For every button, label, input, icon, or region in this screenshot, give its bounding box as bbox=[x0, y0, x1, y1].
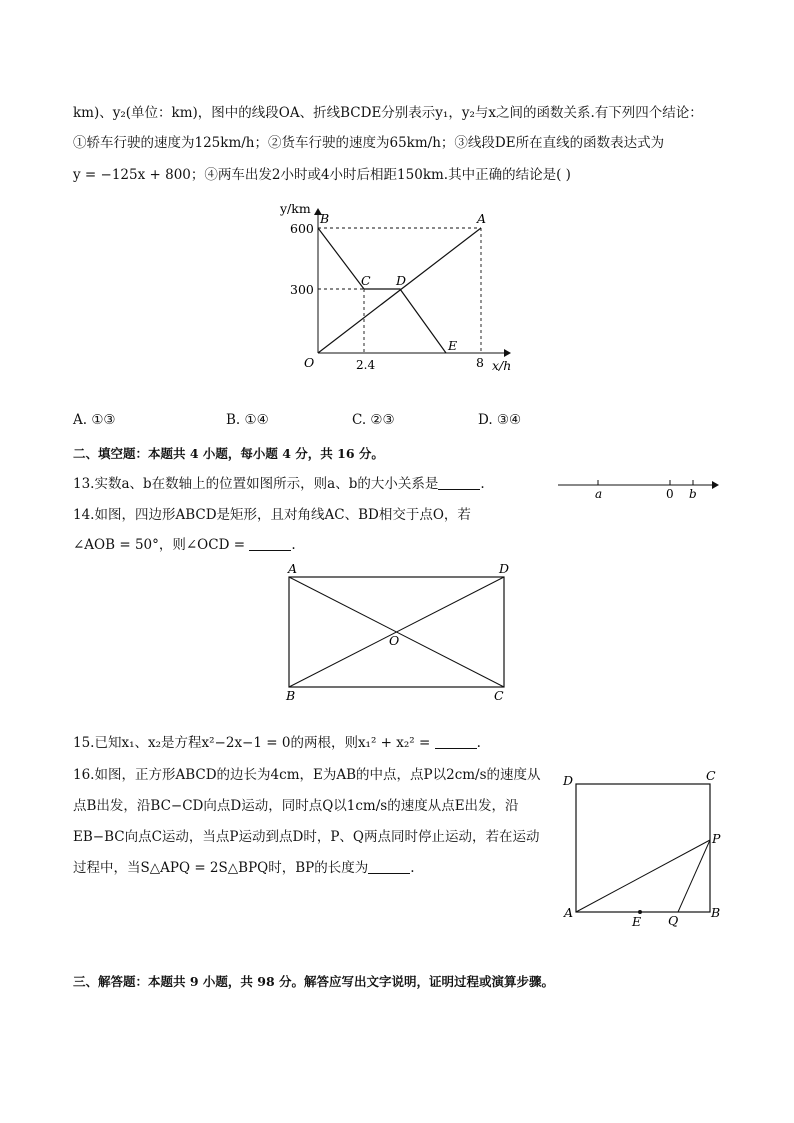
q13-answer-blank[interactable] bbox=[438, 477, 480, 490]
q15-text: 15.已知x₁、x₂是方程x²−2x−1 = 0的两根，则x₁² + x₂² = . bbox=[73, 735, 481, 751]
q12-line-2: ①轿车行驶的速度为125km/h；②货车行驶的速度为65km/h；③线段DE所在直线的函数表达式为 bbox=[73, 135, 665, 151]
q15-answer-blank[interactable] bbox=[435, 736, 477, 749]
q16-square-figure bbox=[558, 765, 728, 935]
q12-graph bbox=[270, 195, 530, 380]
square-abcd bbox=[576, 784, 710, 912]
vertex-b: B bbox=[286, 688, 296, 703]
tick-2-4: 2.4 bbox=[356, 358, 376, 372]
q16-answer-blank[interactable] bbox=[368, 861, 410, 874]
point-e-label: E bbox=[448, 338, 458, 353]
label-zero: 0 bbox=[666, 487, 674, 501]
vertex-a: A bbox=[564, 905, 574, 920]
point-o-label: O bbox=[304, 355, 315, 370]
option-d[interactable]: D. ③④ bbox=[478, 412, 522, 428]
q16-line-4: 过程中，当S△APQ = 2S△BPQ时，BP的长度为 . bbox=[73, 860, 415, 876]
q14-line-1: 14.如图，四边形ABCD是矩形，且对角线AC、BD相交于点O，若 bbox=[73, 507, 471, 523]
point-e-label: E bbox=[632, 914, 642, 929]
q14-rectangle-figure bbox=[282, 560, 517, 705]
q12-line-1: km)、y₂(单位：km)，图中的线段OA、折线BCDE分别表示y₁，y₂与x之间的函数关系.有下列四个结论： bbox=[73, 105, 703, 121]
segment-qp bbox=[678, 840, 710, 912]
option-b[interactable]: B. ①④ bbox=[226, 412, 269, 428]
option-c[interactable]: C. ②③ bbox=[352, 412, 395, 428]
y-axis-label: y/km bbox=[280, 201, 311, 216]
vertex-c: C bbox=[494, 688, 504, 703]
tick-300: 300 bbox=[290, 282, 314, 297]
section-2-heading: 二、填空题：本题共 4 小题，每小题 4 分，共 16 分。 bbox=[73, 446, 384, 461]
point-p-label: P bbox=[712, 831, 721, 846]
point-d-label: D bbox=[396, 273, 407, 288]
label-b: b bbox=[689, 487, 697, 501]
vertex-a: A bbox=[288, 561, 298, 576]
q14-line-2: ∠AOB = 50°，则∠OCD = . bbox=[73, 537, 296, 553]
center-o: O bbox=[389, 633, 400, 648]
point-c-label: C bbox=[361, 273, 371, 288]
q13-number-line bbox=[556, 474, 726, 502]
point-a-label: A bbox=[477, 211, 487, 226]
q16-line-2: 点B出发，沿BC−CD向点D运动，同时点Q以1cm/s的速度从点E出发，沿 bbox=[73, 798, 519, 814]
point-b-label: B bbox=[320, 211, 330, 226]
q13-text: 13.实数a、b在数轴上的位置如图所示，则a、b的大小关系是 . bbox=[73, 476, 485, 492]
tick-8: 8 bbox=[476, 355, 484, 370]
point-q-label: Q bbox=[668, 913, 679, 928]
vertex-d: D bbox=[563, 773, 574, 788]
segment-ap bbox=[576, 840, 710, 912]
q16-line-1: 16.如图，正方形ABCD的边长为4cm，E为AB的中点，点P以2cm/s的速度从 bbox=[73, 767, 541, 783]
x-axis-label: x/h bbox=[492, 358, 512, 373]
tick-600: 600 bbox=[290, 221, 314, 236]
vertex-c: C bbox=[706, 768, 716, 783]
q16-line-3: EB−BC向点C运动，当点P运动到点D时，P、Q两点同时停止运动，若在运动 bbox=[73, 829, 540, 845]
polyline-bcde bbox=[318, 228, 446, 353]
q14-answer-blank[interactable] bbox=[249, 538, 291, 551]
option-a[interactable]: A. ①③ bbox=[73, 412, 116, 428]
segment-oa bbox=[318, 228, 481, 353]
section-3-heading: 三、解答题：本题共 9 小题，共 98 分。解答应写出文字说明，证明过程或演算步骤。 bbox=[73, 974, 555, 989]
label-a: a bbox=[595, 487, 603, 501]
vertex-d: D bbox=[499, 561, 510, 576]
q12-line-3: y = −125x + 800；④两车出发2小时或4小时后相距150km.其中正确的结论是( ) bbox=[73, 167, 571, 183]
vertex-b: B bbox=[711, 905, 721, 920]
